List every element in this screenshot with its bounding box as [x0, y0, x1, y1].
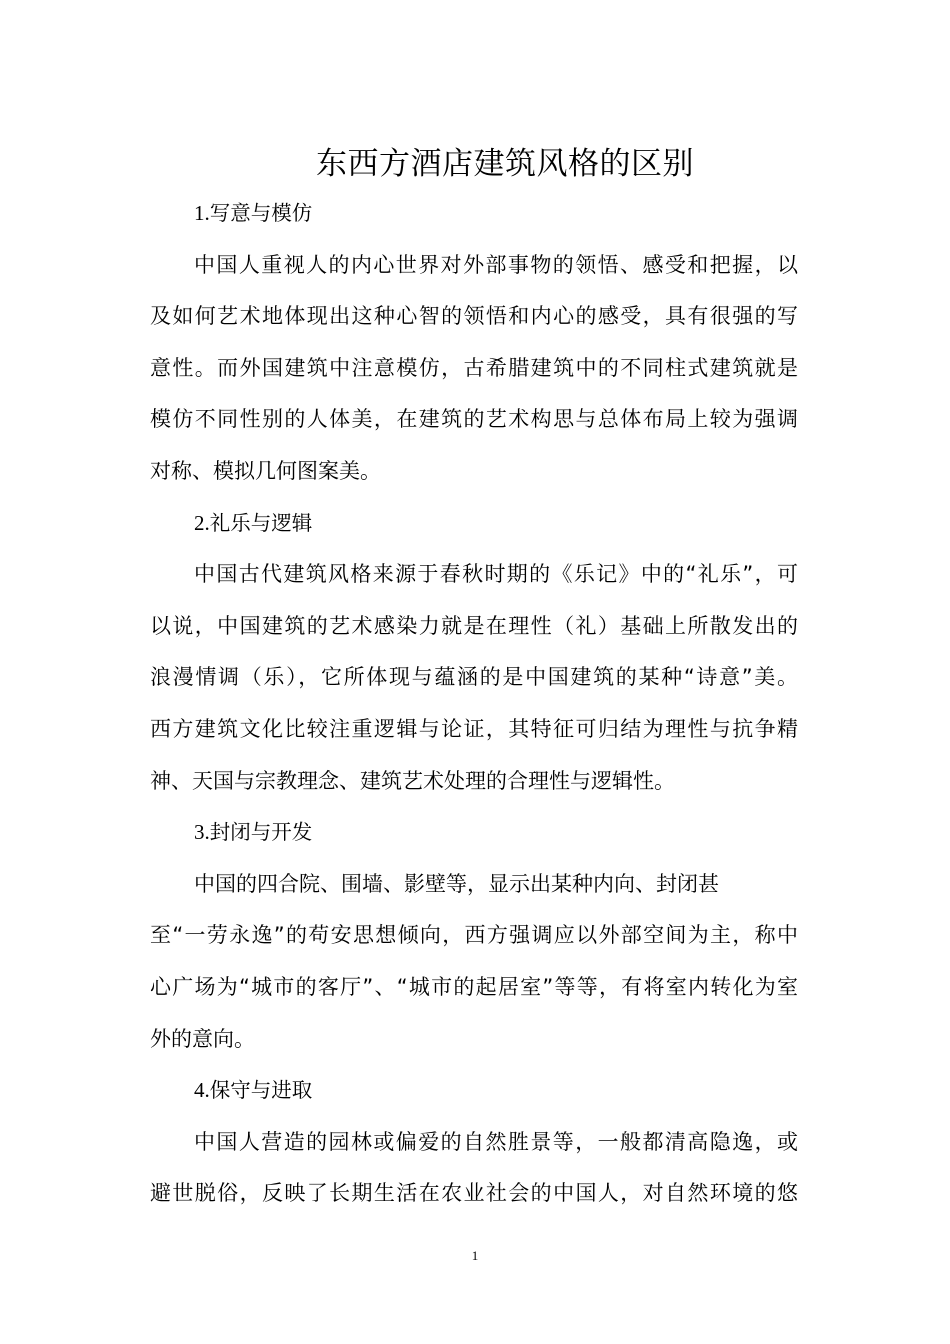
section-heading [150, 1065, 798, 1117]
paragraph-line: 中国的四合院、围墙、影壁等，显示出某种内向、封闭甚 [194, 871, 719, 896]
section-1 [150, 188, 798, 498]
paragraph-line: 避世脱俗，反映了长期生活在农业社会的中国人，对自然环境的悠 [150, 1181, 798, 1206]
paragraph-line: 神、天国与宗教理念、建筑艺术处理的合理性与逻辑性。 [150, 768, 675, 793]
paragraph-line: 心广场为“城市的客厅”、“城市的起居室”等等，有将室内转化为室 [150, 974, 798, 999]
paragraph-line: 外的意向。 [150, 1026, 255, 1051]
section-heading-number: 4. [194, 1078, 210, 1103]
section-2 [150, 498, 798, 808]
section-heading [150, 807, 798, 859]
document-title: 东西方酒店建筑风格的区别 [316, 145, 694, 182]
paragraph-line: 浪漫情调（乐），它所体现与蕴涵的是中国建筑的某种“诗意”美。 [150, 665, 798, 690]
section-heading [150, 498, 798, 550]
paragraph-line: 中国古代建筑风格来源于春秋时期的《乐记》中的“礼乐”，可 [194, 562, 798, 587]
section-heading-text: 写意与模仿 [209, 201, 313, 225]
document-body [150, 188, 798, 1220]
paragraph-line: 意性。而外国建筑中注意模仿，古希腊建筑中的不同柱式建筑就是 [150, 355, 798, 380]
paragraph-line: 模仿不同性别的人体美，在建筑的艺术构思与总体布局上较为强调 [150, 407, 798, 432]
paragraph-line: 中国人重视人的内心世界对外部事物的领悟、感受和把握，以 [194, 252, 798, 277]
paragraph-line: 及如何艺术地体现出这种心智的领悟和内心的感受，具有很强的写 [150, 304, 798, 329]
section-heading-number: 2. [194, 510, 210, 535]
paragraph-line: 中国人营造的园林或偏爱的自然胜景等，一般都清高隐逸，或 [194, 1129, 798, 1154]
paragraph-line: 至“一劳永逸”的苟安思想倾向，西方强调应以外部空间为主，称中 [150, 923, 798, 948]
section-heading [150, 188, 798, 240]
paragraph-line: 对称、模拟几何图案美。 [150, 458, 381, 483]
section-heading-text: 保守与进取 [209, 1078, 313, 1103]
section-3 [150, 807, 798, 1065]
section-heading-text: 礼乐与逻辑 [209, 510, 313, 535]
section-heading-number: 1. [194, 201, 210, 225]
section-4 [150, 1065, 798, 1220]
section-heading-text: 封闭与开发 [209, 820, 313, 845]
page-number: 1 [471, 1248, 479, 1263]
paragraph-line: 以说，中国建筑的艺术感染力就是在理性（礼）基础上所散发出的 [150, 613, 798, 638]
paragraph-line: 西方建筑文化比较注重逻辑与论证，其特征可归结为理性与抗争精 [150, 716, 798, 741]
section-heading-number: 3. [194, 820, 210, 845]
